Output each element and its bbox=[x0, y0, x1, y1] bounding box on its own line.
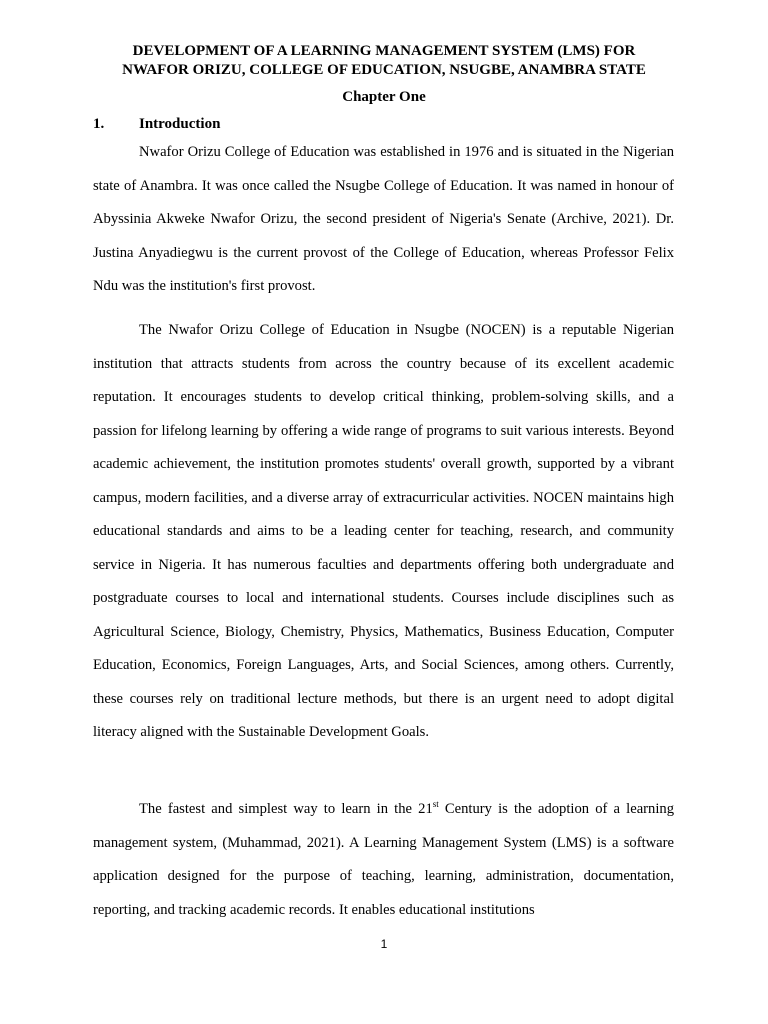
ordinal-superscript: st bbox=[432, 799, 439, 810]
paragraph-3-text-start: The fastest and simplest way to learn in the 21 bbox=[139, 801, 433, 817]
paragraph-3 bbox=[93, 793, 674, 927]
title-line-1: DEVELOPMENT OF A LEARNING MANAGEMENT SYSTEM (LMS) FOR bbox=[132, 43, 636, 59]
section-title: Introduction bbox=[139, 116, 221, 132]
paragraph-3-text-end: Century is the adoption of a learning management system, (Muhammad, 2021). A Learning Management System (LMS) is a software application designed for the purpose of teaching, learning, administration, documentation, reporting, and tracking academic records. It enables educational institutions bbox=[93, 801, 674, 918]
paragraph-1: Nwafor Orizu College of Education was established in 1976 and is situated in the Nigerian state of Anambra. It was once called the Nsugbe College of Education. It was named in honour of Abyssinia Akweke Nwafor Orizu, the second president of Nigeria's Senate (Archive, 2021). Dr. Justina Anyadiegwu is the current provost of the College of Education, whereas Professor Felix Ndu was the institution's first provost. bbox=[93, 144, 674, 294]
page-number: 1 bbox=[380, 937, 388, 951]
section-number: 1. bbox=[93, 116, 105, 132]
title-line-2: NWAFOR ORIZU, COLLEGE OF EDUCATION, NSUGBE, ANAMBRA STATE bbox=[122, 62, 646, 78]
chapter-heading: Chapter One bbox=[342, 89, 426, 105]
section-heading bbox=[93, 115, 393, 134]
paragraph-2: The Nwafor Orizu College of Education in Nsugbe (NOCEN) is a reputable Nigerian institution that attracts students from across the country because of its excellent academic reputation. It encourages students to develop critical thinking, problem-solving skills, and a passion for lifelong learning by offering a wide range of programs to suit various interests. Beyond academic achievement, the institution promotes students' overall growth, supported by a vibrant campus, modern facilities, and a diverse array of extracurricular activities. NOCEN maintains high educational standards and aims to be a leading center for teaching, research, and community service in Nigeria. It has numerous faculties and departments offering both undergraduate and postgraduate courses to local and international students. Courses include disciplines such as Agricultural Science, Biology, Chemistry, Physics, Mathematics, Business Education, Computer Education, Economics, Foreign Languages, Arts, and Social Sciences, among others. Currently, these courses rely on traditional lecture methods, but there is an urgent need to adopt digital literacy aligned with the Sustainable Development Goals. bbox=[93, 322, 674, 740]
document-title bbox=[93, 42, 675, 80]
